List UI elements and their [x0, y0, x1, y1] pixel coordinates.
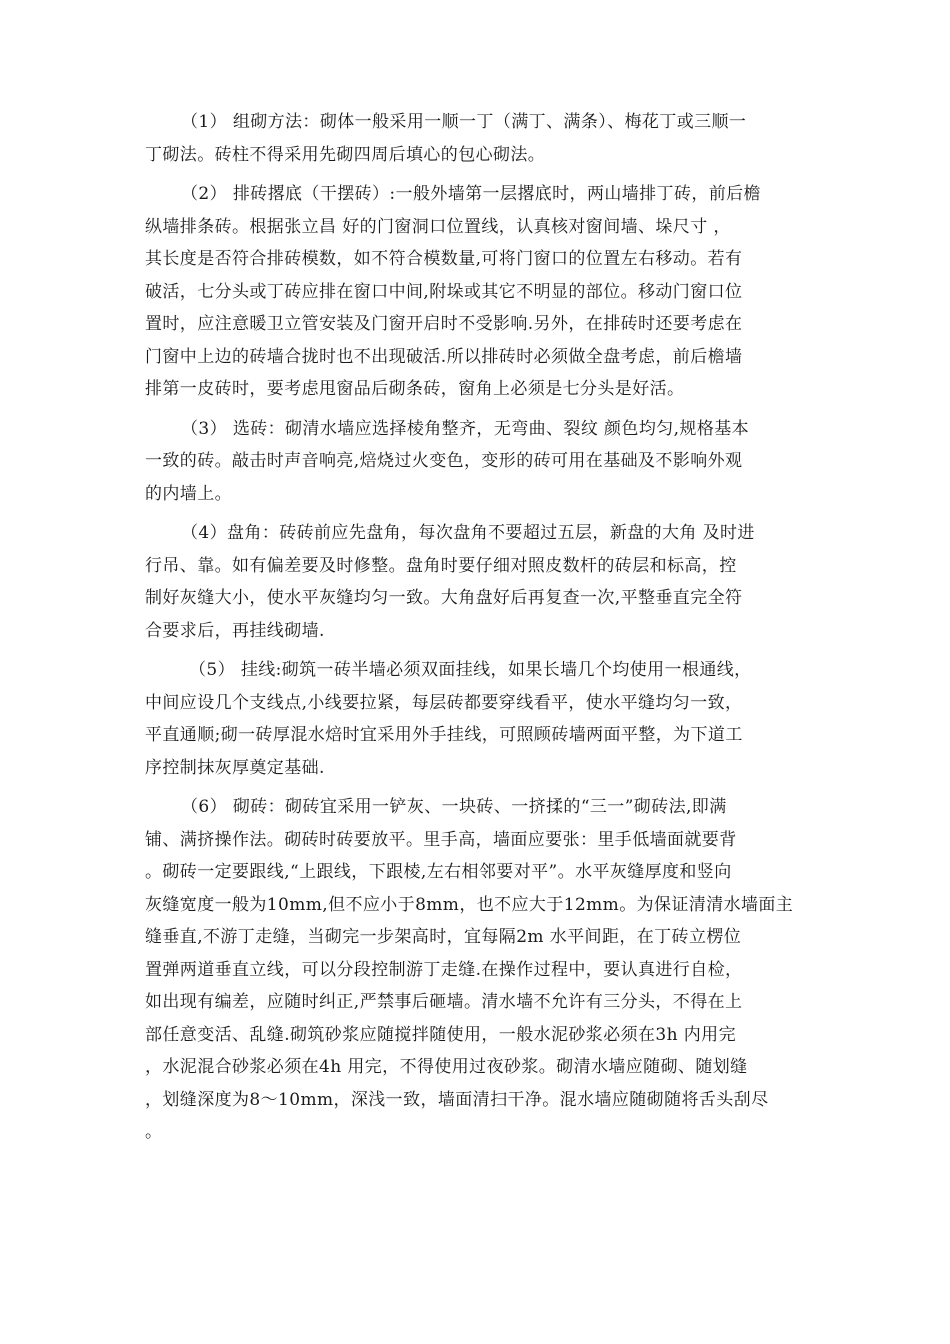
paragraph-line: 制好灰缝大小，使水平灰缝均匀一致。大角盘好后再复查一次,平整垂直完全符	[145, 588, 743, 608]
paragraph-line: 行吊、靠。如有偏差要及时修整。盘角时要仔细对照皮数杆的砖层和标高，控	[145, 555, 737, 576]
paragraph-line: 合要求后，再挂线砌墙.	[145, 620, 325, 641]
paragraph-line: （1） 组砌方法：砌体一般采用一顺一丁（满丁、满条）、梅花丁或三顺一	[181, 112, 747, 132]
paragraph-line: 平直通顺;砌一砖厚混水焙时宜采用外手挂线，可照顾砖墙两面平整，为下道工	[145, 725, 743, 745]
paragraph-line: 置时，应注意暖卫立管安装及门窗开启时不受影响.另外，在排砖时还要考虑在	[145, 314, 743, 334]
paragraph-line: 部任意变活、乱缝.砌筑砂浆应随搅拌随使用，一般水泥砂浆必须在3h 内用完	[145, 1024, 736, 1045]
paragraph-line: （3） 选砖：砌清水墙应选择棱角整齐，无弯曲、裂纹 颜色均匀,规格基本	[181, 418, 750, 439]
paragraph-5-line-hanging	[145, 654, 805, 784]
paragraph-line: 灰缝宽度一般为10mm,但不应小于8mm，也不应大于12mm。为保证清清水墙面主	[145, 894, 794, 915]
paragraph-line: 纵墙排条砖。根据张立昌 好的门窗洞口位置线，认真核对窗间墙、垛尺寸 ，	[145, 216, 731, 237]
paragraph-line: 排第一皮砖时，要考虑甩窗品后砌条砖，窗角上必须是七分头是好活。	[145, 379, 685, 399]
paragraph-line: 序控制抹灰厚奠定基础.	[145, 757, 325, 778]
paragraph-line: 一致的砖。敲击时声音响亮,焙烧过火变色，变形的砖可用在基础及不影响外观	[145, 451, 743, 471]
paragraph-line: （5） 挂线:砌筑一砖半墙必须双面挂线，如果长墙几个均使用一根通线，	[189, 660, 752, 680]
paragraph-2-brick-layout	[145, 178, 805, 406]
paragraph-line: 丁砌法。砖柱不得采用先砌四周后填心的包心砌法。	[145, 144, 546, 165]
paragraph-line: （6） 砌砖：砌砖宜采用一铲灰、一块砖、一挤揉的“三一”砌砖法,即满	[181, 797, 727, 817]
paragraph-line: 中间应设几个支线点,小线要拉紧，每层砖都要穿线看平，使水平缝均匀一致，	[145, 692, 743, 713]
paragraph-line: 的内墙上。	[145, 483, 232, 504]
paragraph-4-corner-building	[145, 517, 805, 647]
paragraph-line: 如出现有编差，应随时纠正,严禁事后砸墙。清水墙不允许有三分头，不得在上	[145, 992, 743, 1012]
paragraph-3-brick-selection	[145, 413, 805, 511]
paragraph-line: （2） 排砖撂底（干摆砖）:一般外墙第一层撂底时，两山墙排丁砖，前后檐	[181, 184, 761, 204]
paragraph-line: 置弹两道垂直立线，可以分段控制游丁走缝.在操作过程中，要认真进行自检，	[145, 959, 743, 980]
paragraph-1-grouping-method	[145, 106, 805, 171]
paragraph-line: 破活，七分头或丁砖应排在窗口中间,附垛或其它不明显的部位。移动门窗口位	[145, 281, 743, 302]
paragraph-line: （4）盘角：砖砖前应先盘角，每次盘角不要超过五层，新盘的大角 及时进	[181, 523, 755, 543]
paragraph-6-bricklaying	[145, 791, 805, 1149]
paragraph-line: 。	[145, 1122, 163, 1142]
paragraph-line: 缝垂直,不游丁走缝，当砌完一步架高时，宜每隔2m 水平间距，在丁砖立楞位	[145, 927, 742, 947]
paragraph-line: ，划缝深度为8～10mm，深浅一致，墙面清扫干净。混水墙应随砌随将舌头刮尽	[145, 1089, 769, 1110]
paragraph-line: 。砌砖一定要跟线,“上跟线，下跟棱,左右相邻要对平”。水平灰缝厚度和竖向	[145, 862, 732, 882]
paragraph-line: 门窗中上边的砖墙合拢时也不出现破活.所以排砖时必须做全盘考虑，前后檐墙	[145, 346, 743, 367]
paragraph-line: 铺、满挤操作法。砌砖时砖要放平。里手高，墙面应要张：里手低墙面就要背	[145, 829, 737, 850]
paragraph-line: ，水泥混合砂浆必须在4h 用完，不得使用过夜砂浆。砌清水墙应随砌、随划缝	[145, 1057, 748, 1077]
document-page	[145, 106, 805, 1156]
paragraph-line: 其长度是否符合排砖模数，如不符合模数量,可将门窗口的位置左右移动。若有	[145, 249, 743, 269]
